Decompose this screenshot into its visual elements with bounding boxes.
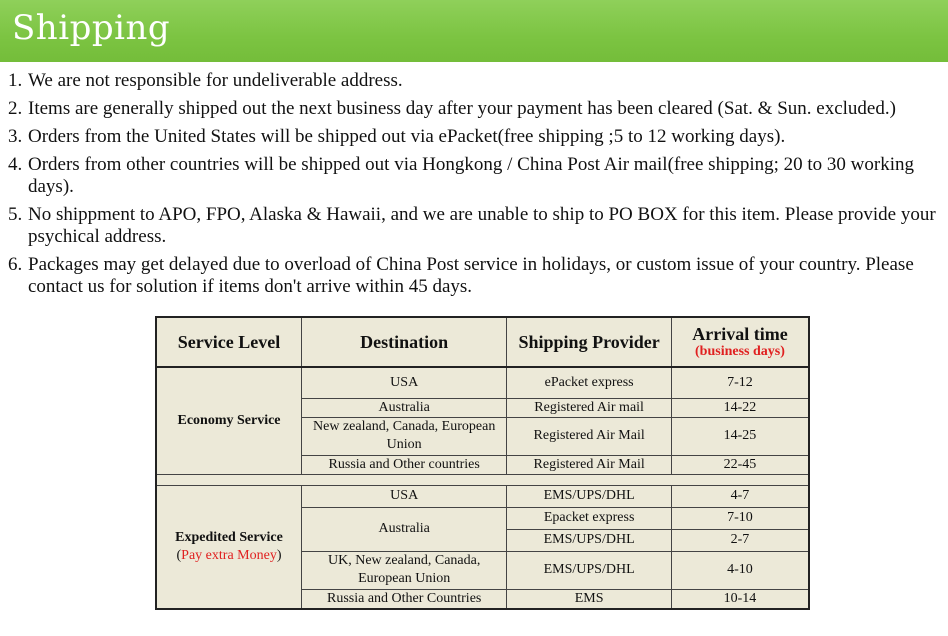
rule-item: [8, 98, 944, 120]
header-service-level: Service Level: [156, 317, 302, 367]
close-paren: ): [276, 547, 282, 563]
rule-number: 5.: [8, 204, 23, 225]
arrival-time-unit: (business days): [695, 344, 785, 359]
expedited-service-label: [156, 485, 302, 609]
arrival-cell: 2-7: [671, 529, 809, 551]
arrival-cell: 14-22: [671, 398, 809, 417]
header-shipping-provider: Shipping Provider: [507, 317, 672, 367]
shipping-table: [155, 316, 810, 610]
header-destination: Destination: [302, 317, 507, 367]
rule-text: Orders from other countries will be shipped out via Hongkong / China Post Air mail(free shipping; 20 to 30 working days).: [28, 154, 915, 197]
arrival-cell: 7-10: [671, 507, 809, 529]
rule-number: 1.: [8, 70, 23, 91]
rule-text: Packages may get delayed due to overload of China Post service in holidays, or custom issue of your country. Please contact us for solution if items don't arrive within 45 days.: [28, 254, 914, 297]
destination-cell: UK, New zealand, Canada, European Union: [302, 551, 507, 589]
rule-item: [8, 126, 944, 148]
destination-cell: Australia: [302, 507, 507, 551]
provider-cell: Registered Air Mail: [507, 417, 672, 455]
rule-item: [8, 204, 944, 248]
shipping-banner: [0, 0, 948, 62]
section-separator: [156, 474, 809, 485]
provider-cell: EMS: [507, 589, 672, 609]
page-title: Shipping: [12, 8, 171, 48]
table-header-row: [156, 317, 809, 367]
arrival-time-label: Arrival time: [692, 324, 788, 344]
shipping-rules-list: [8, 70, 944, 304]
rule-text: No shippment to APO, FPO, Alaska & Hawaii, and we are unable to ship to PO BOX for this item. Please provide your psychical address.: [28, 204, 936, 247]
rule-number: 2.: [8, 98, 23, 119]
rule-number: 6.: [8, 254, 23, 275]
destination-cell: New zealand, Canada, European Union: [302, 417, 507, 455]
arrival-cell: 4-7: [671, 485, 809, 507]
provider-cell: Epacket express: [507, 507, 672, 529]
destination-cell: Russia and Other Countries: [302, 589, 507, 609]
rule-item: [8, 254, 944, 298]
rule-item: [8, 70, 944, 92]
arrival-cell: 10-14: [671, 589, 809, 609]
expedited-service-title: Expedited Service: [175, 529, 283, 545]
provider-cell: Registered Air mail: [507, 398, 672, 417]
rule-number: 4.: [8, 154, 23, 175]
destination-cell: USA: [302, 485, 507, 507]
table-row: [156, 485, 809, 507]
arrival-cell: 7-12: [671, 367, 809, 398]
destination-cell: Russia and Other countries: [302, 455, 507, 474]
rule-item: [8, 154, 944, 198]
provider-cell: EMS/UPS/DHL: [507, 485, 672, 507]
rule-number: 3.: [8, 126, 23, 147]
destination-cell: Australia: [302, 398, 507, 417]
arrival-cell: 22-45: [671, 455, 809, 474]
pay-extra-note: Pay extra Money: [181, 547, 277, 563]
rule-text: Orders from the United States will be shipped out via ePacket(free shipping ;5 to 12 working days).: [28, 126, 786, 147]
destination-cell: USA: [302, 367, 507, 398]
table-row: [156, 367, 809, 398]
separator-cell: [156, 474, 809, 485]
provider-cell: EMS/UPS/DHL: [507, 529, 672, 551]
rule-text: Items are generally shipped out the next business day after your payment has been cleared (Sat. & Sun. excluded.): [28, 98, 896, 119]
arrival-cell: 14-25: [671, 417, 809, 455]
provider-cell: ePacket express: [507, 367, 672, 398]
provider-cell: Registered Air Mail: [507, 455, 672, 474]
economy-service-label: Economy Service: [156, 367, 302, 474]
open-paren: (: [176, 547, 182, 563]
header-arrival-time: [671, 317, 809, 367]
rule-text: We are not responsible for undeliverable address.: [28, 70, 403, 91]
provider-cell: EMS/UPS/DHL: [507, 551, 672, 589]
arrival-cell: 4-10: [671, 551, 809, 589]
